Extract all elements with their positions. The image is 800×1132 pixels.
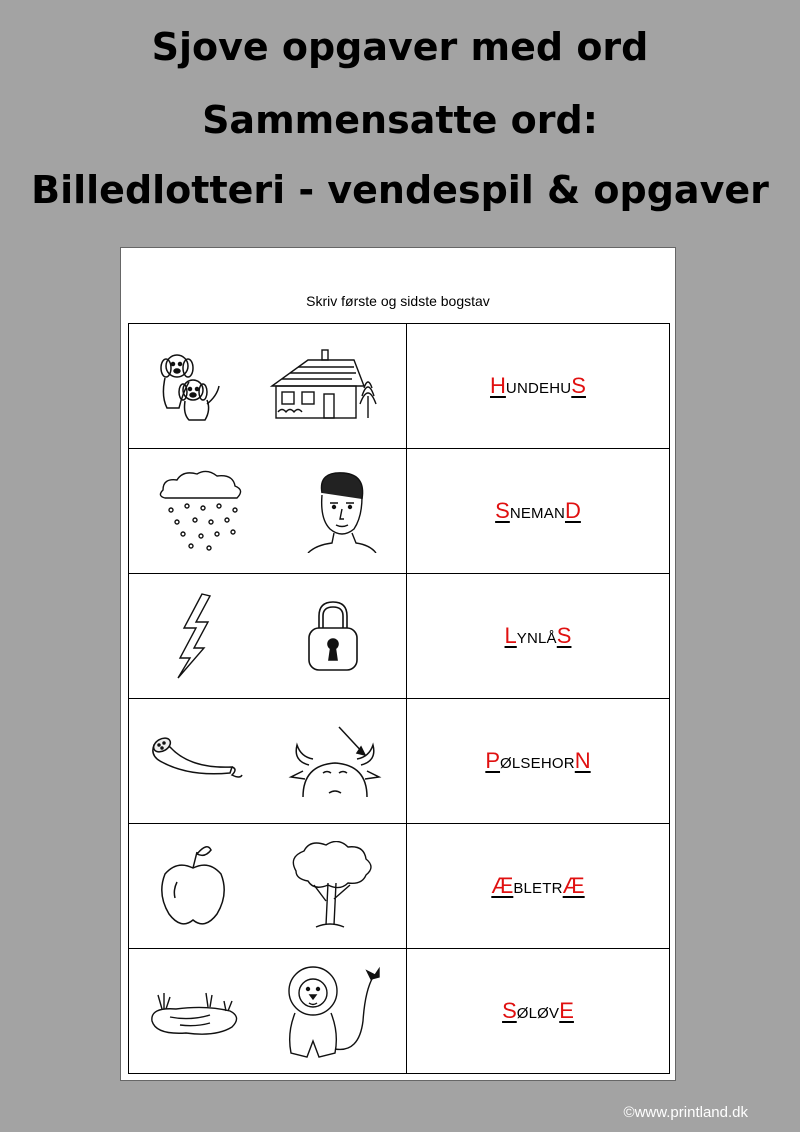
apple-drawing xyxy=(157,842,229,930)
table-row xyxy=(129,324,670,449)
copyright-credit: ©www.printland.dk xyxy=(623,1104,748,1121)
last-letter: N xyxy=(574,748,591,773)
lightning-drawing xyxy=(174,592,214,680)
last-letter: Æ xyxy=(562,873,585,898)
title-line-1: Sjove opgaver med ord xyxy=(151,25,649,69)
bull-horns-drawing xyxy=(283,721,387,801)
last-letter: S xyxy=(571,373,586,398)
first-letter: P xyxy=(485,748,501,773)
word-middle: ØLSEHOR xyxy=(500,755,575,772)
first-letter: S xyxy=(495,498,510,523)
sausage-drawing xyxy=(148,731,246,791)
table-row xyxy=(129,699,670,824)
snow-cloud-drawing xyxy=(157,470,249,552)
picture-cell xyxy=(129,449,407,574)
word-cell xyxy=(407,574,670,699)
lion-drawing xyxy=(277,961,389,1061)
word-cell xyxy=(407,324,670,449)
first-letter: H xyxy=(490,373,506,398)
house-drawing xyxy=(268,346,386,426)
word-middle: BLETR xyxy=(513,880,563,897)
last-letter: S xyxy=(556,623,572,648)
padlock-drawing xyxy=(305,598,361,674)
word-middle: UNDEHU xyxy=(505,380,572,397)
picture-cell xyxy=(129,324,407,449)
worksheet xyxy=(120,247,676,1081)
title-line-2: Sammensatte ord: xyxy=(202,98,598,142)
first-letter: L xyxy=(504,623,517,648)
word-cell xyxy=(407,949,670,1074)
table-row xyxy=(129,574,670,699)
instruction-text: Skriv første og sidste bogstav xyxy=(306,293,490,309)
first-letter: Æ xyxy=(491,873,514,898)
last-letter: E xyxy=(559,998,574,1023)
word-middle: NEMAN xyxy=(509,505,565,522)
picture-cell xyxy=(129,574,407,699)
lake-drawing xyxy=(146,981,242,1041)
dogs-drawing xyxy=(149,346,229,426)
picture-cell xyxy=(129,824,407,949)
title-line-3: Billedlotteri - vendespil & opgaver xyxy=(31,168,769,212)
picture-cell xyxy=(129,699,407,824)
table-row xyxy=(129,449,670,574)
word-table xyxy=(128,323,670,1074)
man-face-drawing xyxy=(304,469,378,553)
word-cell xyxy=(407,449,670,574)
table-row xyxy=(129,824,670,949)
tree-drawing xyxy=(286,841,378,931)
last-letter: D xyxy=(564,498,581,523)
word-middle: YNLÅ xyxy=(516,630,557,647)
first-letter: S xyxy=(502,998,517,1023)
picture-cell xyxy=(129,949,407,1074)
word-cell xyxy=(407,824,670,949)
table-row xyxy=(129,949,670,1074)
word-middle: ØLØV xyxy=(516,1005,560,1022)
word-cell xyxy=(407,699,670,824)
